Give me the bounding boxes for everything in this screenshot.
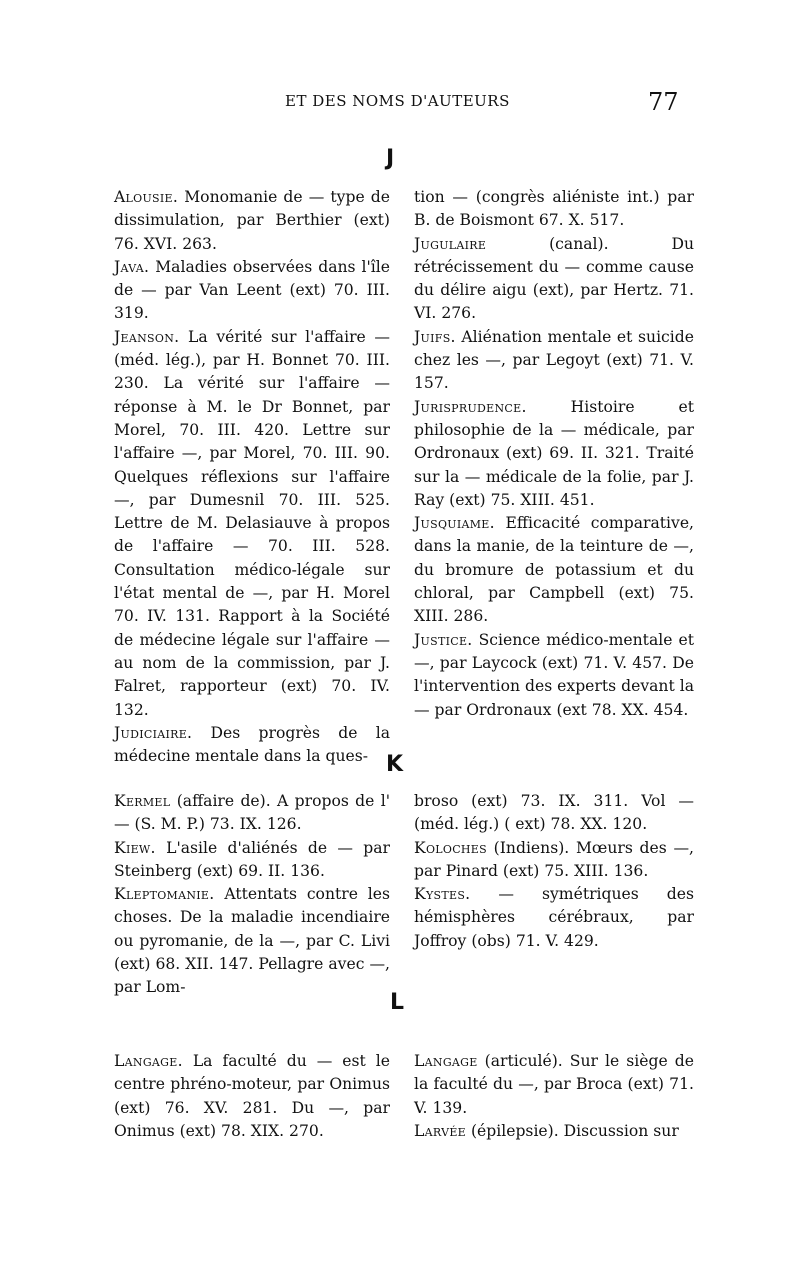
section-letter-j: J: [386, 146, 395, 171]
entry-text: (articulé). Sur le siège de la faculté du —, par Broca (ext) 71. V. 139.: [414, 1052, 694, 1117]
entry-headword: Larvée: [414, 1121, 466, 1140]
entry-headword: Jeanson.: [114, 327, 180, 346]
entry-text: La faculté du — est le centre phréno-moteur, par Onimus (ext) 76. XV. 281. Du —, par Onimus (ext) 78. XIX. 270.: [114, 1052, 390, 1140]
index-entry: [114, 326, 390, 722]
index-entry: [114, 256, 390, 326]
entry-text: (épilepsie). Discussion sur: [466, 1121, 679, 1140]
running-title: ET DES NOMS D'AUTEURS: [285, 92, 510, 110]
entry-text: Histoire et philosophie de la — médicale, par Ordronaux (ext) 69. II. 321. Traité sur la — médicale de la folie, par J. Ray (ext) 75. XIII. 451.: [414, 397, 694, 509]
entry-headword: Langage: [414, 1052, 478, 1070]
entry-text: broso (ext) 73. IX. 311. Vol — (méd. lég.) ( ext) 78. XX. 120.: [414, 792, 694, 834]
column-k-left: [114, 790, 390, 1000]
entry-headword: Langage.: [114, 1052, 183, 1070]
entry-headword: Justice.: [414, 630, 473, 649]
entry-text: Science médico-mentale et —, par Laycock (ext) 71. V. 457. De l'intervention des experts devant la — par Ordronaux (ext 78. XX. 454.: [414, 630, 694, 719]
column-k-right: [414, 790, 694, 953]
index-entry: [414, 512, 694, 628]
index-entry: [114, 722, 390, 769]
entry-headword: Kystes.: [414, 885, 471, 904]
index-entry: [414, 1120, 694, 1143]
entry-headword: Jugulaire: [414, 234, 487, 253]
index-entry: [414, 396, 694, 512]
entry-text: L'asile d'aliénés de — par Steinberg (ext) 69. II. 136.: [114, 838, 390, 880]
entry-text: Attentats contre les choses. De la maladie incendiaire ou pyromanie, de la —, par C. Livi (ext) 68. XII. 147. Pellagre avec —, par Lom-: [114, 885, 390, 997]
column-j-left: [114, 186, 390, 768]
entry-headword: Kleptomanie.: [114, 885, 215, 904]
index-entry: [414, 629, 694, 722]
column-l-left: [114, 1050, 390, 1143]
entry-headword: Kermel: [114, 792, 171, 810]
entry-text: Des progrès de la médecine mentale dans la ques-: [114, 723, 390, 766]
entry-text: (canal). Du rétrécissement du — comme cause du délire aigu (ext), par Hertz. 71. VI. 276.: [414, 234, 694, 323]
entry-headword: Juifs.: [414, 327, 456, 346]
entry-text: Aliénation mentale et suicide chez les —, par Legoyt (ext) 71. V. 157.: [414, 327, 694, 393]
section-letter-k: K: [386, 752, 404, 777]
column-l-right: [414, 1050, 694, 1143]
entry-text: (Indiens). Mœurs des —, par Pinard (ext) 75. XIII. 136.: [414, 838, 694, 880]
index-entry: [414, 883, 694, 953]
section-letter-l: L: [390, 990, 405, 1015]
column-j-right: [414, 186, 694, 722]
entry-text: — symétriques des hémisphères cérébraux, par Joffroy (obs) 71. V. 429.: [414, 885, 694, 950]
index-entry: [114, 883, 390, 999]
entry-headword: Jurisprudence.: [414, 397, 527, 416]
index-entry: [414, 790, 694, 837]
entry-headword: Jusquiame.: [414, 514, 495, 533]
entry-headword: Alousie.: [114, 188, 179, 206]
entry-text: La vérité sur l'affaire — (méd. lég.), par H. Bonnet 70. III. 230. La vérité sur l'affaire — réponse à M. le Dr Bonnet, par Morel, 70. III. 420. Lettre sur l'affaire —, par Morel, 70. III. 90. Quelques réflexions sur l'affaire —, par Dumesnil 70. III. 525. Lettre de M. Delasiauve à propos de l'affaire — 70. III. 528. Consultation médico-légale sur l'état mental de —, par H. Morel 70. IV. 131. Rapport à la Société de médecine légale sur l'affaire — au nom de la commission, par J. Falret, rapporteur (ext) 70. IV. 132.: [114, 327, 390, 719]
index-entry: [414, 837, 694, 884]
index-entry: [114, 837, 390, 884]
entry-headword: Kiew.: [114, 838, 156, 857]
index-entry: [414, 326, 694, 396]
entry-text: Monomanie de — type de dissimulation, par Berthier (ext) 76. XVI. 263.: [114, 188, 390, 253]
entry-text: Maladies observées dans l'île de — par Van Leent (ext) 70. III. 319.: [114, 257, 390, 323]
entry-text: tion — (congrès aliéniste int.) par B. de Boismont 67. X. 517.: [414, 188, 694, 230]
index-entry: [414, 186, 694, 233]
entry-headword: Judiciaire.: [114, 723, 193, 742]
entry-headword: Java.: [114, 257, 150, 276]
entry-text: (affaire de). A propos de l' — (S. M. P.) 73. IX. 126.: [114, 792, 390, 834]
index-entry: [114, 790, 390, 837]
entry-headword: Koloches: [414, 838, 487, 857]
page-number: 77: [648, 88, 679, 116]
index-entry: [414, 1050, 694, 1120]
index-entry: [114, 186, 390, 256]
index-entry: [414, 233, 694, 326]
index-entry: [114, 1050, 390, 1143]
entry-text: Efficacité comparative, dans la manie, de la teinture de —, du bromure de potassium et du chloral, par Campbell (ext) 75. XIII. 286.: [414, 514, 694, 626]
